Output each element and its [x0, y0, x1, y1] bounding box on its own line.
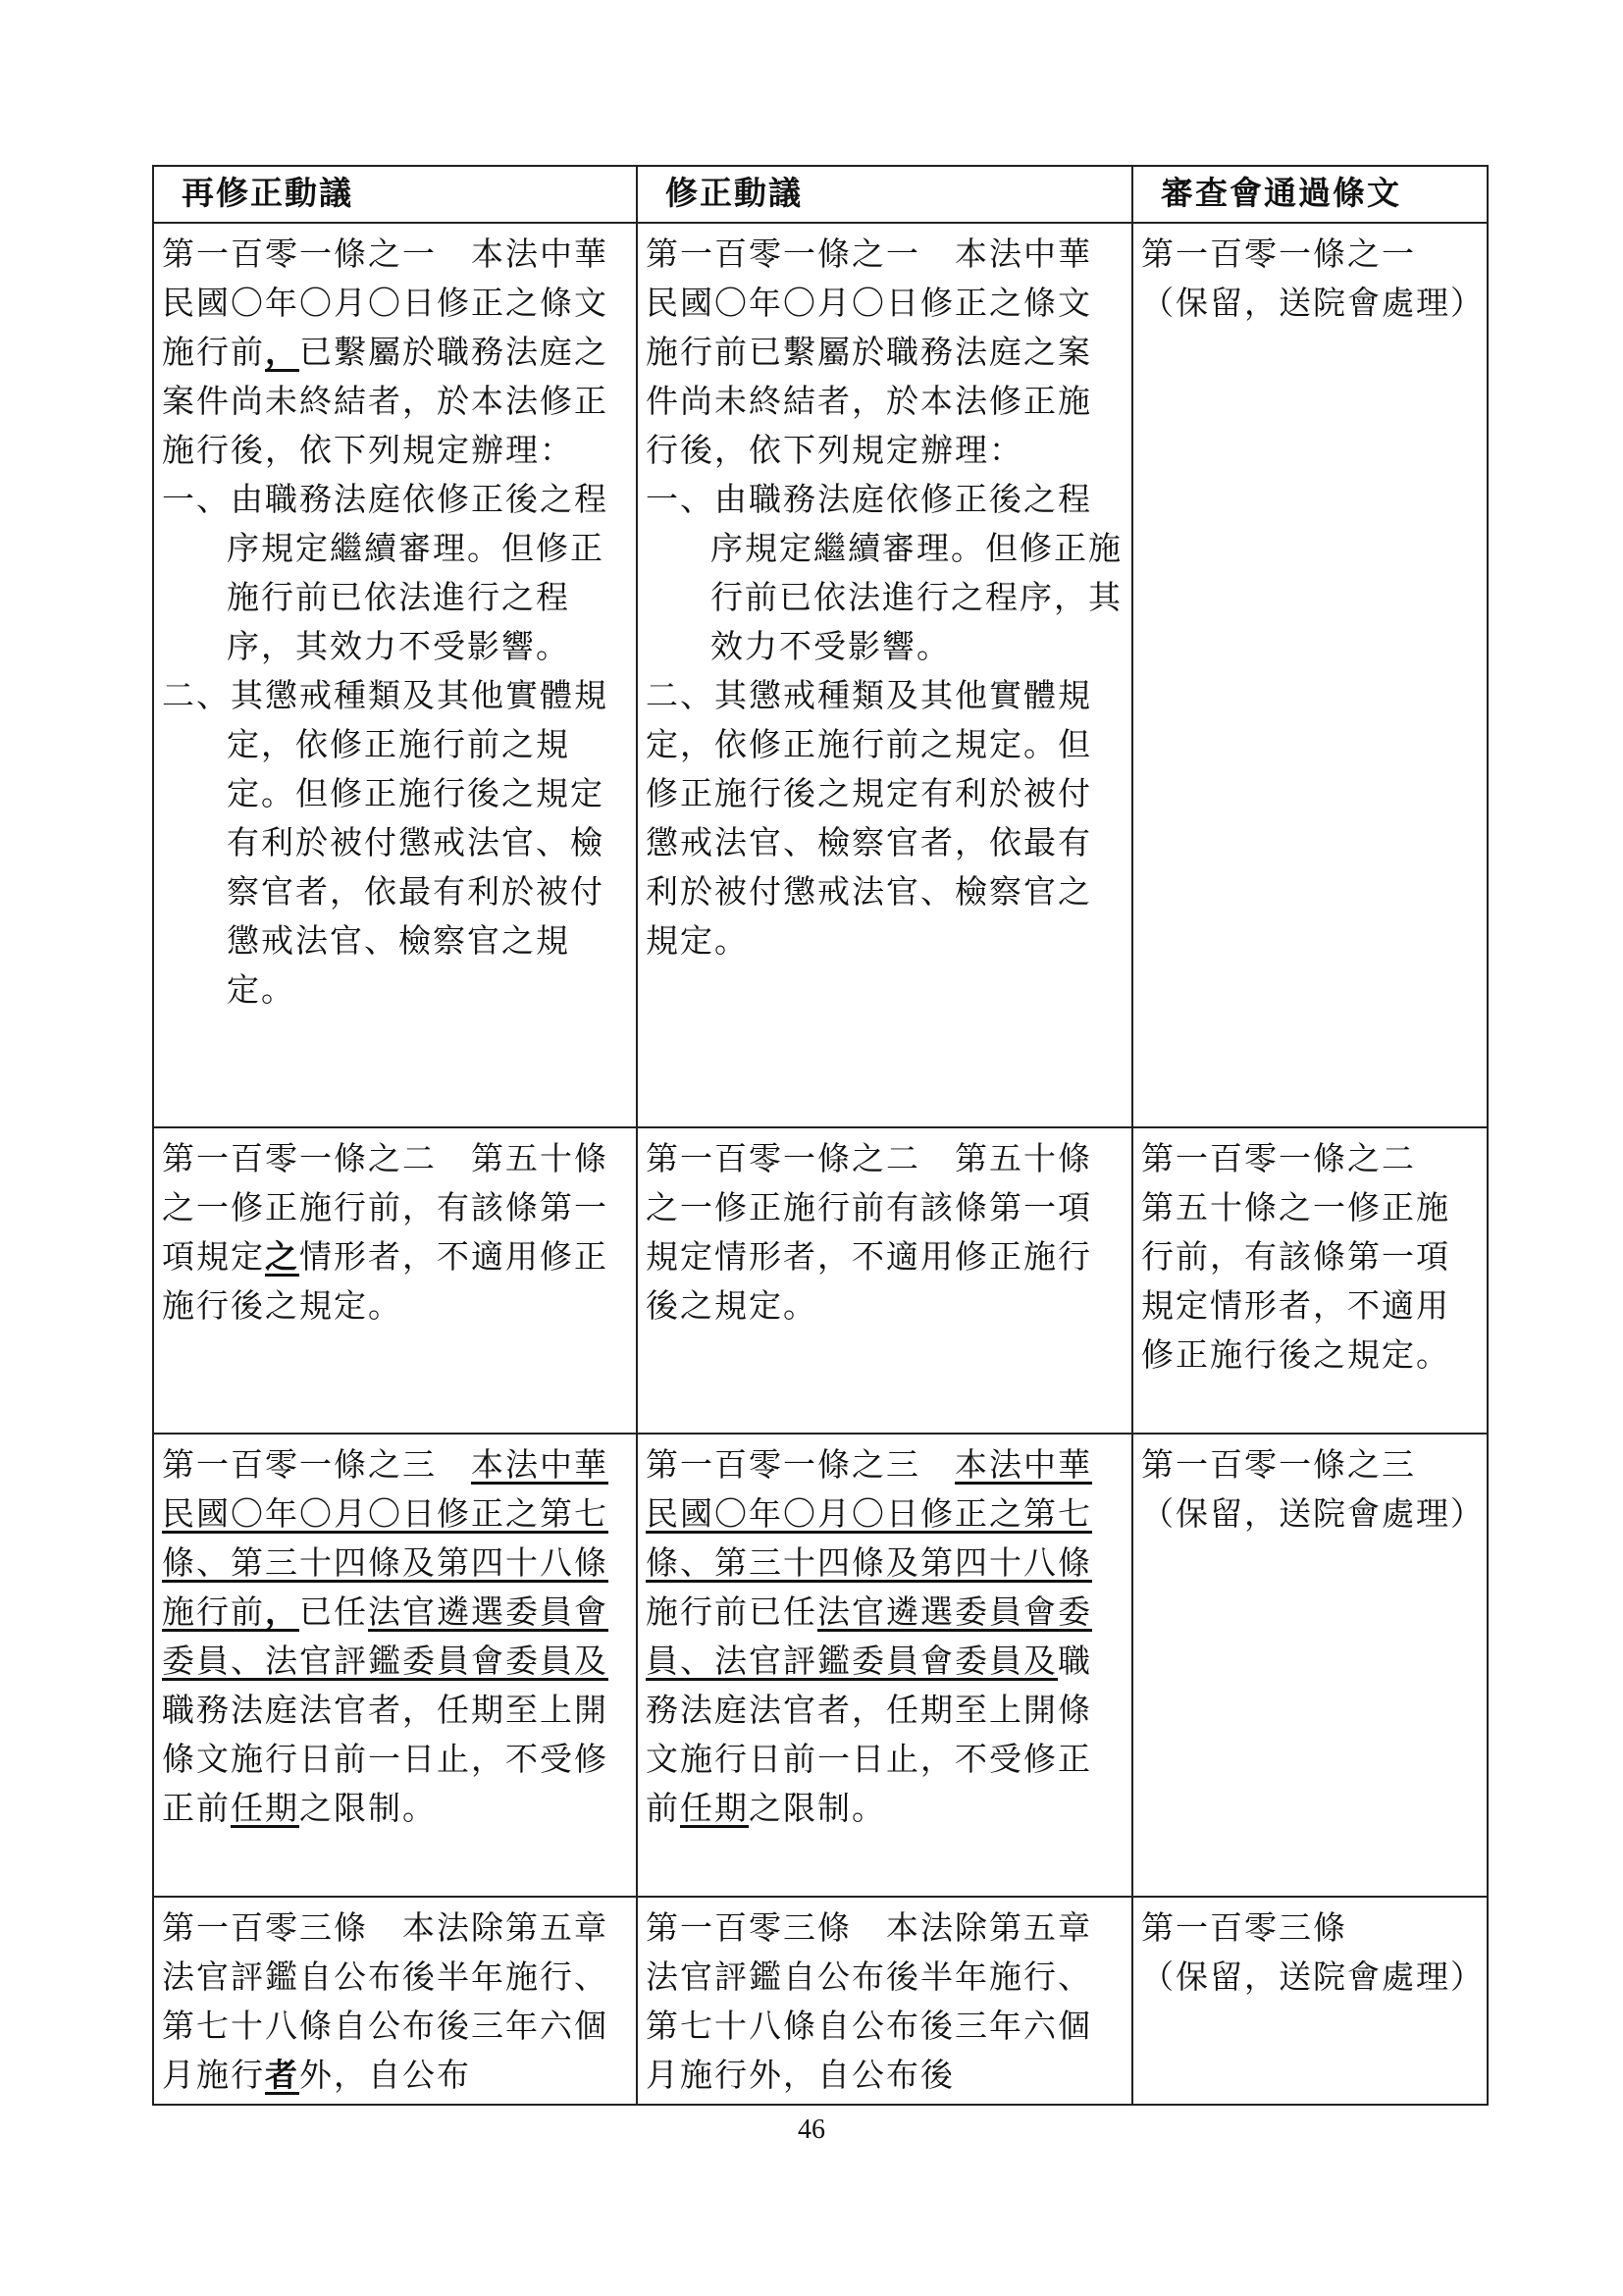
cell-committee-text — [1132, 1434, 1488, 1897]
article-text: 第一百零一條之二 第五十條之一修正施行前有該條第一項規定情形者，不適用修正施行後之規定。 — [646, 1139, 1092, 1325]
table-row — [153, 1127, 1488, 1434]
article-title: 第一百零一條之一 — [1141, 235, 1416, 273]
cell-committee-text — [1132, 1897, 1488, 2105]
article-text: 第一百零三條 本法除第五章法官評鑑自公布後半年施行、第七十八條自公布後三年六個月施行外，自公布後 — [646, 1908, 1092, 2094]
cell-re-amendment — [153, 1434, 637, 1897]
list-item: 一、由職務法庭依修正後之程序規定繼續審理。但修正施行前已依法進行之程序，其效力不受影響。 — [162, 480, 608, 665]
cell-amendment — [637, 1127, 1132, 1434]
header-re-amendment: 再修正動議 — [153, 166, 637, 223]
table-header-row — [153, 166, 1488, 223]
article-text: 第一百零一條之二 第五十條之一修正施行前，有該條第一項規定情形者，不適用修正施行後之規定。 — [1141, 1139, 1450, 1374]
list-item: 一、由職務法庭依修正後之程序規定繼續審理。但修正施行前已依法進行之程序，其效力不受影響。 — [646, 480, 1123, 665]
article-title: 第一百零三條 — [1141, 1908, 1347, 1947]
article-intro: 第一百零一條之一 本法中華民國〇年〇月〇日修正之條文施行前，已繫屬於職務法庭之案件尚未終結者，於本法修正施行後，依下列規定辦理： — [162, 235, 608, 469]
header-amendment: 修正動議 — [637, 166, 1132, 223]
article-text: 第一百零一條之三 本法中華民國〇年〇月〇日修正之第七條、第三十四條及第四十八條施行前已任法官遴選委員會委員、法官評鑑委員會委員及職務法庭法官者，任期至上開條文施行日前一日止，不受修正前任期之限制。 — [646, 1445, 1092, 1827]
cell-amendment — [637, 1434, 1132, 1897]
article-text: 第一百零三條 本法除第五章法官評鑑自公布後半年施行、第七十八條自公布後三年六個月施行者外，自公布 — [162, 1908, 608, 2094]
header-committee-text: 審查會通過條文 — [1132, 166, 1488, 223]
reserved-note: （保留，送院會處理） — [1141, 1494, 1485, 1533]
cell-committee-text — [1132, 1127, 1488, 1434]
table-row — [153, 223, 1488, 1127]
reserved-note: （保留，送院會處理） — [1141, 284, 1485, 322]
cell-re-amendment — [153, 1127, 637, 1434]
comparison-table — [152, 165, 1489, 2106]
cell-amendment — [637, 1897, 1132, 2105]
cell-re-amendment — [153, 223, 637, 1127]
article-text: 第一百零一條之三 本法中華民國〇年〇月〇日修正之第七條、第三十四條及第四十八條施行前，已任法官遴選委員會委員、法官評鑑委員會委員及職務法庭法官者，任期至上開條文施行日前一日止，不受修正前任期之限制。 — [162, 1445, 608, 1827]
list-item: 二、其懲戒種類及其他實體規定，依修正施行前之規定。但修正施行後之規定有利於被付懲戒法官、檢察官者，依最有利於被付懲戒法官、檢察官之規定。 — [162, 676, 608, 1009]
list-item: 二、其懲戒種類及其他實體規定，依修正施行前之規定。但修正施行後之規定有利於被付懲戒法官、檢察官者，依最有利於被付懲戒法官、檢察官之規定。 — [646, 676, 1092, 960]
cell-re-amendment — [153, 1897, 637, 2105]
cell-amendment — [637, 223, 1132, 1127]
cell-committee-text — [1132, 223, 1488, 1127]
page-number: 46 — [798, 2114, 825, 2145]
article-title: 第一百零一條之三 — [1141, 1445, 1416, 1484]
reserved-note: （保留，送院會處理） — [1141, 1957, 1485, 1996]
table-row — [153, 1434, 1488, 1897]
table-row — [153, 1897, 1488, 2105]
article-text: 第一百零一條之二 第五十條之一修正施行前，有該條第一項規定之情形者，不適用修正施行後之規定。 — [162, 1139, 608, 1325]
article-intro: 第一百零一條之一 本法中華民國〇年〇月〇日修正之條文施行前已繫屬於職務法庭之案件尚未終結者，於本法修正施行後，依下列規定辦理： — [646, 235, 1092, 469]
